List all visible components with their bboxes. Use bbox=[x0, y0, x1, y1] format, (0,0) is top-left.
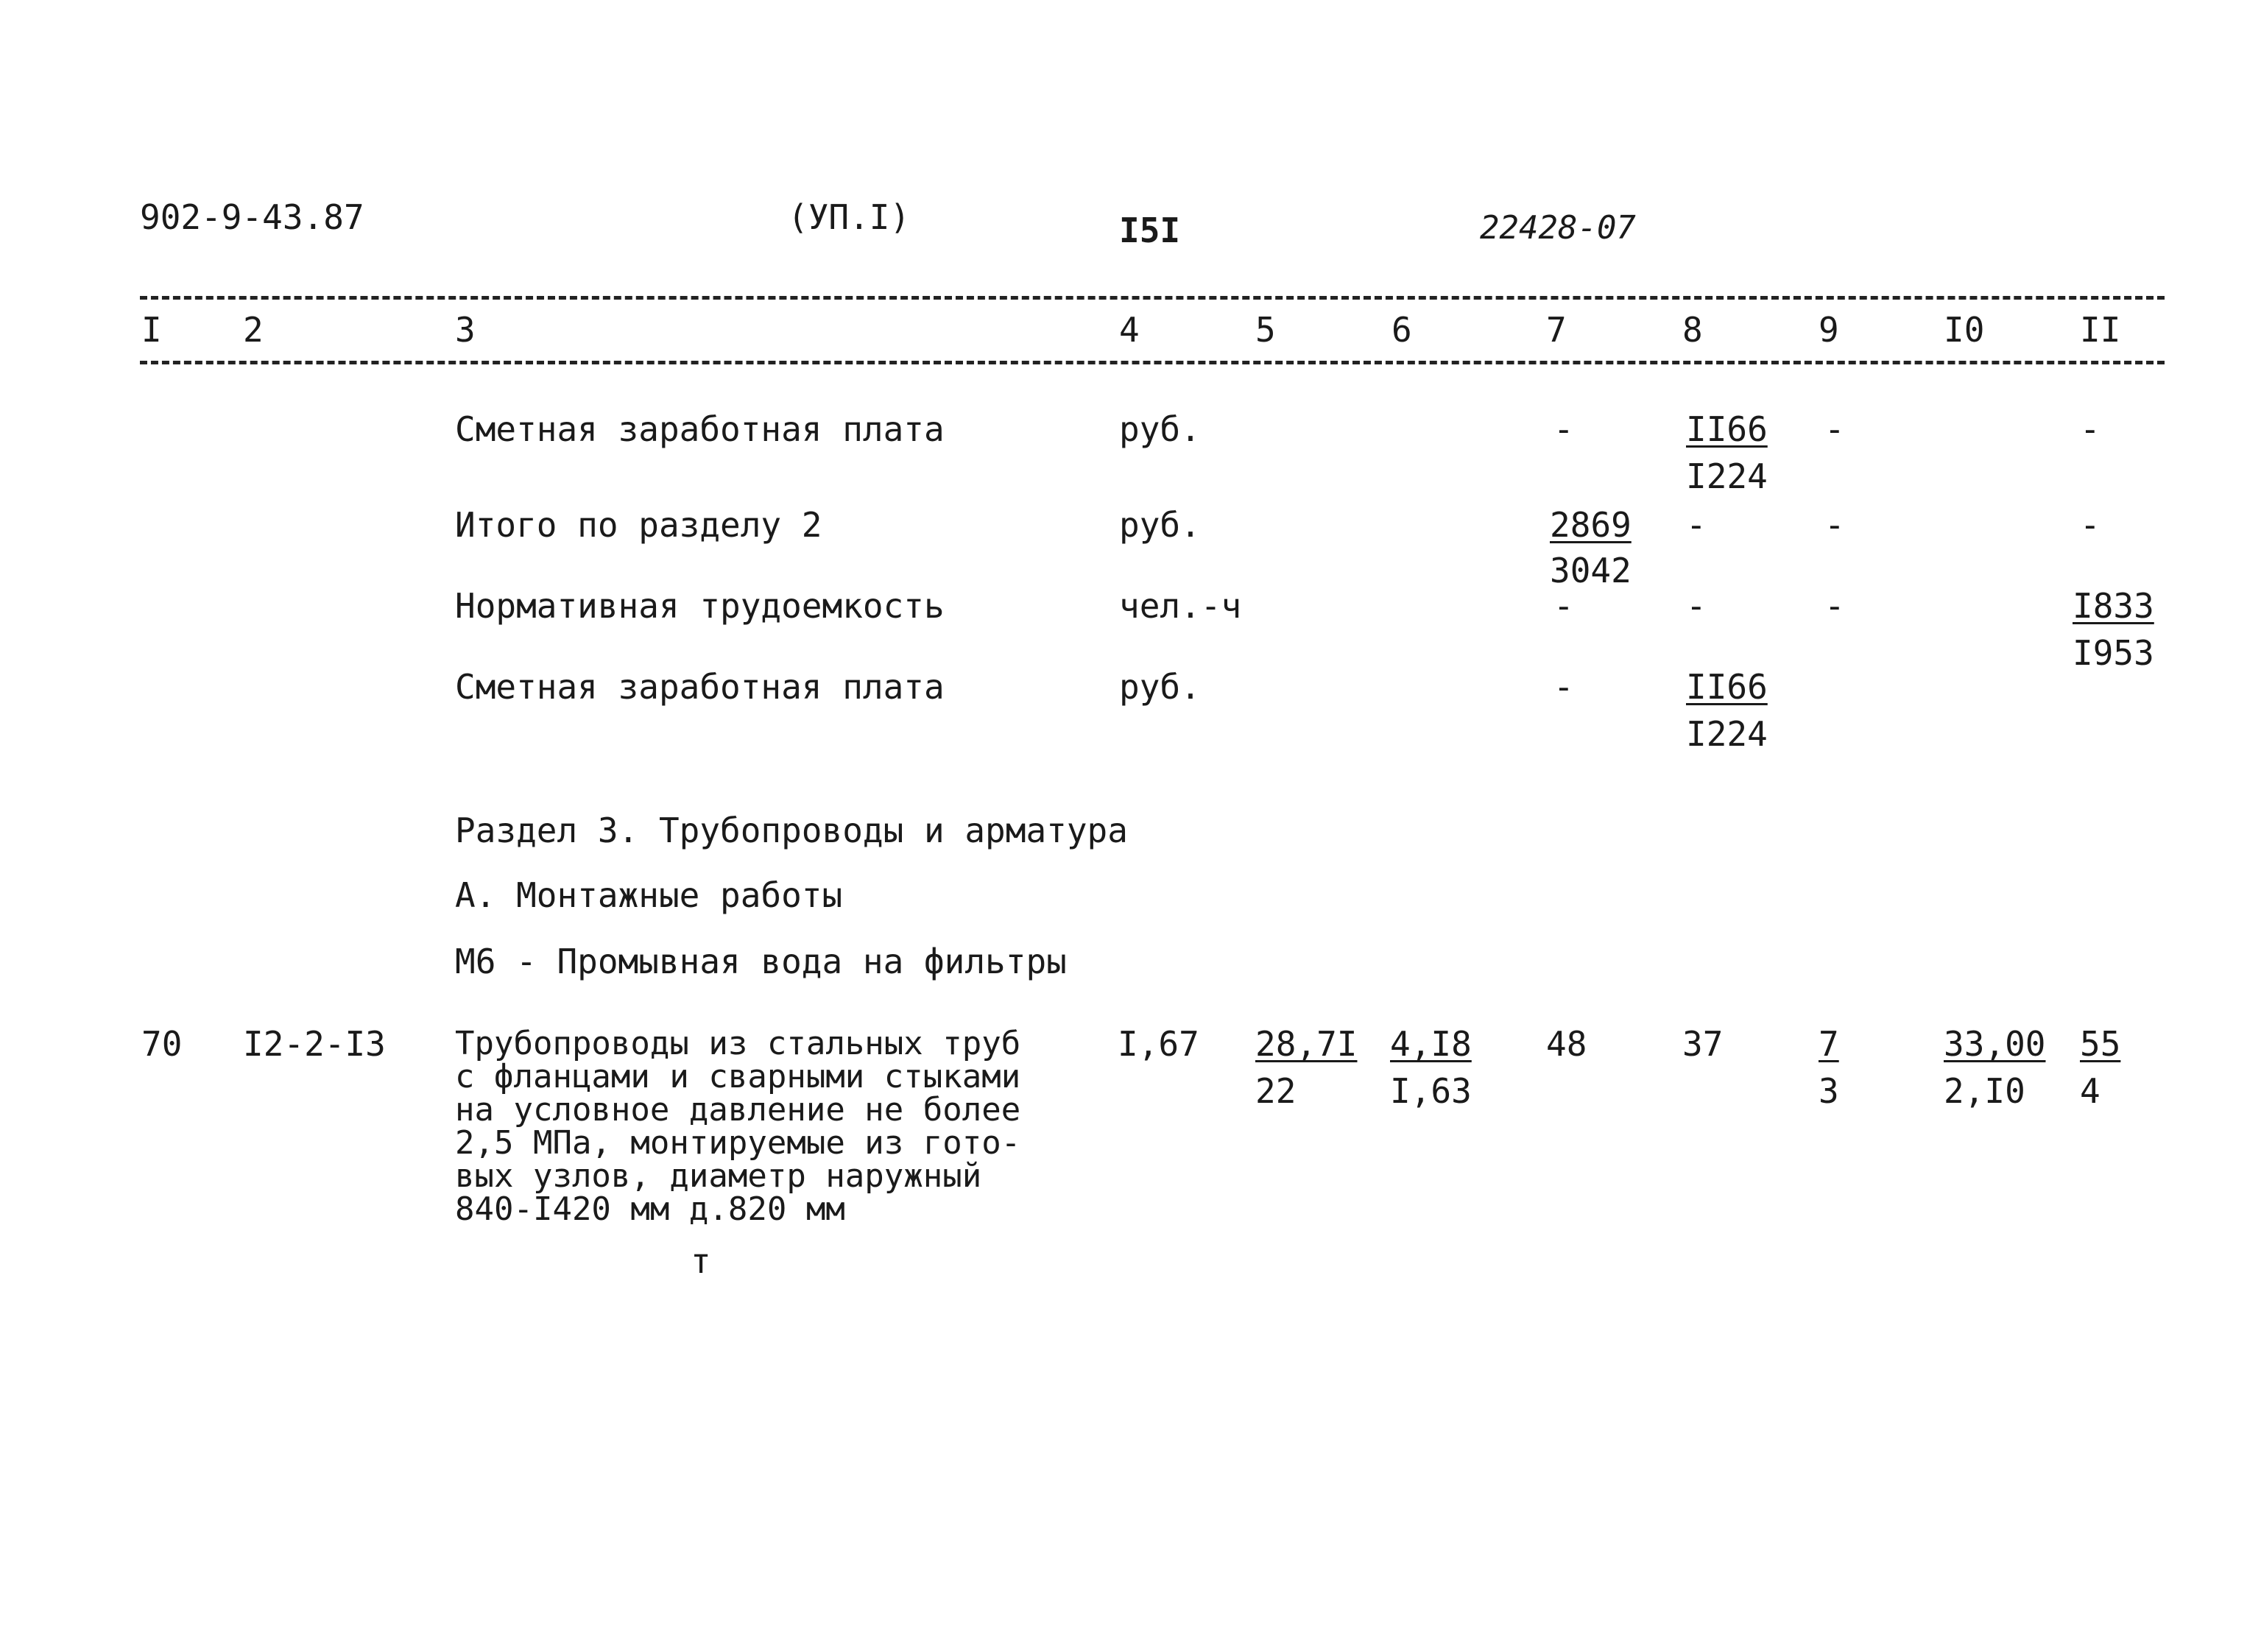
item-unit: т bbox=[691, 1241, 711, 1281]
row-name: Сметная заработная плата bbox=[455, 409, 945, 449]
column-header: 6 bbox=[1391, 310, 1412, 350]
column-header: II bbox=[2080, 310, 2121, 350]
cell-col9: - bbox=[1824, 505, 1845, 545]
cell-col11-bottom: 4 bbox=[2080, 1071, 2100, 1111]
cell-col8: - bbox=[1686, 505, 1707, 545]
row-name: Сметная заработная плата bbox=[455, 667, 945, 707]
cell-col10-bottom: 2,I0 bbox=[1944, 1071, 2025, 1111]
cell-col8-bottom: I224 bbox=[1686, 714, 1768, 754]
row-unit: руб. bbox=[1119, 505, 1201, 545]
item-code: I2-2-I3 bbox=[243, 1024, 386, 1064]
cell-col7: 48 bbox=[1546, 1024, 1587, 1064]
cell-col5-top: 28,7I bbox=[1255, 1024, 1358, 1064]
description-line: Трубопроводы из стальных труб bbox=[455, 1025, 1021, 1062]
row-unit: чел.-ч bbox=[1119, 586, 1242, 626]
cell-col9: - bbox=[1824, 409, 1845, 449]
cell-col4: I,67 bbox=[1118, 1024, 1199, 1064]
cell-col11-top: I833 bbox=[2073, 586, 2154, 626]
column-header: I bbox=[141, 310, 162, 350]
cell-col11-bottom: I953 bbox=[2073, 633, 2154, 673]
column-header: 7 bbox=[1546, 310, 1567, 350]
column-header: 4 bbox=[1119, 310, 1140, 350]
cell-col7: - bbox=[1553, 667, 1574, 707]
column-header: 8 bbox=[1682, 310, 1703, 350]
cell-col7: - bbox=[1553, 409, 1574, 449]
cell-col8-top: II66 bbox=[1686, 667, 1768, 707]
document-code: 902-9-43.87 bbox=[140, 197, 364, 237]
description-line: вых узлов, диаметр наружный bbox=[455, 1157, 982, 1195]
cell-col8-top: II66 bbox=[1686, 409, 1768, 449]
subsection-title: А. Монтажные работы bbox=[455, 875, 843, 915]
cell-col11: - bbox=[2080, 505, 2100, 545]
description-line: на условное давление не более bbox=[455, 1091, 1021, 1129]
column-header: I0 bbox=[1944, 310, 1985, 350]
section-title: Раздел 3. Трубопроводы и арматура bbox=[455, 811, 1128, 850]
item-description bbox=[455, 1027, 1066, 1226]
cell-col8: - bbox=[1686, 586, 1707, 626]
row-unit: руб. bbox=[1119, 667, 1201, 707]
description-line: 2,5 МПа, монтируемые из гото- bbox=[455, 1124, 1021, 1162]
header-bottom-rule bbox=[140, 361, 2165, 364]
column-header: 3 bbox=[455, 310, 476, 350]
cell-col7-top: 2869 bbox=[1550, 505, 1632, 545]
subsystem-title: М6 - Промывная вода на фильтры bbox=[455, 942, 1067, 981]
cell-col8-bottom: I224 bbox=[1686, 456, 1768, 496]
document-number: 22428-07 bbox=[1480, 209, 1636, 247]
cell-col9: - bbox=[1824, 586, 1845, 626]
cell-col10-top: 33,00 bbox=[1944, 1024, 2046, 1064]
cell-col8: 37 bbox=[1682, 1024, 1724, 1064]
description-line: с фланцами и сварными стыками bbox=[455, 1058, 1021, 1095]
column-header: 9 bbox=[1819, 310, 1839, 350]
cell-col5-bottom: 22 bbox=[1255, 1071, 1297, 1111]
cell-col11: - bbox=[2080, 409, 2100, 449]
cell-col7-bottom: 3042 bbox=[1550, 551, 1632, 590]
cell-col9-bottom: 3 bbox=[1819, 1071, 1839, 1111]
column-header: 2 bbox=[243, 310, 264, 350]
row-name: Итого по разделу 2 bbox=[455, 505, 822, 545]
description-line: 840-I420 мм д.820 мм bbox=[455, 1190, 845, 1228]
header-top-rule bbox=[140, 296, 2165, 300]
cell-col9-top: 7 bbox=[1819, 1024, 1839, 1064]
column-header: 5 bbox=[1255, 310, 1276, 350]
cell-col7: - bbox=[1553, 586, 1574, 626]
album-number: (УП.I) bbox=[788, 197, 911, 237]
row-name: Нормативная трудоемкость bbox=[455, 586, 945, 626]
row-unit: руб. bbox=[1119, 409, 1201, 449]
item-number: 70 bbox=[141, 1024, 183, 1064]
cell-col11-top: 55 bbox=[2080, 1024, 2121, 1064]
page-number: I5I bbox=[1119, 211, 1181, 250]
cell-col6-bottom: I,63 bbox=[1390, 1071, 1472, 1111]
cell-col6-top: 4,I8 bbox=[1390, 1024, 1472, 1064]
